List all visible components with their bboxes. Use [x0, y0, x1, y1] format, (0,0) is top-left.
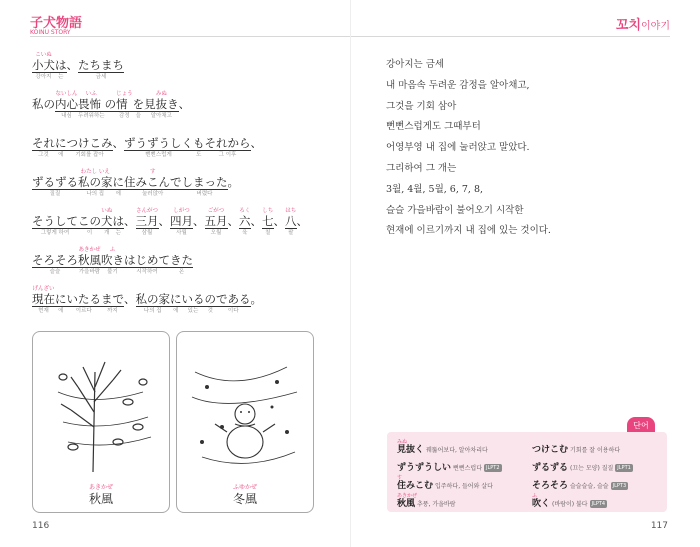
korean-gloss: 이다	[227, 308, 239, 314]
korean-line: 3월, 4월, 5월, 6, 7, 8,	[386, 183, 484, 195]
jp-segment	[170, 286, 182, 315]
jp-word: つけこみ	[66, 136, 113, 150]
jp-segment	[124, 286, 136, 306]
jp-word: 、	[158, 214, 170, 228]
jp-segment	[55, 52, 67, 81]
jp-word: そろそろ	[32, 253, 78, 267]
vocab-meaning: 슬슬슬슬, 슬슬	[570, 483, 609, 490]
korean-gloss: 버렸다	[196, 191, 213, 197]
jp-segment	[78, 169, 113, 198]
korean-gloss: 도	[196, 152, 202, 158]
jp-word: 、	[296, 214, 308, 228]
jp-word: 三月	[135, 214, 159, 228]
korean-gloss: 까지	[107, 308, 118, 314]
jp-word: の	[104, 97, 117, 111]
jp-segment	[105, 91, 117, 112]
korean-gloss: 두려워하는	[78, 113, 105, 119]
vocab-meaning: 뻔뻔스럽다	[453, 465, 482, 472]
korean-gloss: 알아채고	[150, 113, 172, 119]
furigana: いふ	[85, 91, 97, 97]
korean-gloss: 질질	[49, 191, 61, 197]
korean-gloss: 온	[178, 269, 185, 275]
vocab-entry	[532, 478, 628, 491]
furigana: ろく	[239, 208, 251, 214]
korean-gloss: 오월	[210, 230, 222, 236]
jp-segment	[124, 130, 193, 159]
korean-gloss: 삼월	[141, 230, 153, 236]
jp-word: 。	[227, 175, 239, 189]
jp-segment	[113, 208, 125, 237]
jp-line	[32, 208, 342, 234]
korean-gloss: 이르다	[75, 308, 92, 314]
vocab-word-text: 見抜く	[397, 445, 425, 455]
vocab-word-text: つけこむ	[532, 445, 569, 455]
japanese-text-block	[32, 52, 342, 325]
furigana: しがつ	[173, 208, 190, 214]
vocab-meaning: 꿰뚫어보다, 알아차리다	[426, 447, 488, 454]
jp-segment	[113, 130, 125, 150]
jp-word: しまった	[181, 175, 228, 189]
jp-word: 小犬	[32, 58, 55, 72]
furigana: いぬ	[101, 208, 113, 214]
jp-line	[32, 286, 342, 312]
korean-line: 어영부영 내 집에 눌러앉고 말았다.	[386, 142, 530, 154]
jp-line	[32, 247, 342, 273]
vocab-word	[532, 445, 568, 455]
korean-line: 그리하여 그 개는	[386, 162, 457, 174]
jp-word: である	[216, 292, 251, 306]
korean-gloss: 칠	[265, 230, 271, 236]
jp-segment	[32, 247, 78, 276]
vocab-meaning: (바람이) 불다	[552, 501, 588, 508]
vocab-entry	[397, 493, 456, 509]
korean-gloss: 에	[173, 308, 179, 314]
jp-segment	[136, 286, 171, 315]
jp-word: まで	[101, 292, 124, 306]
jp-segment	[101, 286, 124, 315]
vocab-meaning: (끄는 모양) 질질	[570, 465, 614, 472]
jp-segment	[133, 91, 145, 120]
vocab-entry	[532, 460, 633, 473]
jp-word: 、	[250, 136, 262, 150]
vocab-entry	[397, 475, 493, 491]
jp-segment	[251, 208, 263, 228]
korean-gloss: 시작하여	[136, 269, 158, 275]
jp-segment	[239, 208, 251, 237]
jp-segment	[182, 169, 228, 198]
jp-segment	[32, 130, 55, 159]
jp-word: 、	[178, 97, 191, 111]
korean-gloss: 금세	[95, 74, 107, 80]
furigana: みぬ	[155, 91, 167, 97]
jp-word: 、	[250, 214, 262, 228]
jp-word: は	[112, 214, 124, 228]
jp-segment	[78, 247, 101, 276]
jp-line	[32, 130, 342, 156]
jp-line	[32, 169, 342, 195]
jp-segment	[144, 91, 179, 120]
korean-gloss: 내심	[61, 113, 72, 119]
jp-segment	[228, 169, 240, 189]
vocab-word-text: 秋風	[397, 499, 416, 509]
furigana: さんがつ	[135, 208, 158, 214]
jp-segment	[32, 91, 55, 111]
vocab-word-text: 吹く	[532, 499, 551, 509]
jp-word: 八	[285, 214, 297, 228]
chapter-title-small: 이야기	[641, 21, 670, 32]
vocab-word-text: ずうずうしい	[397, 463, 452, 473]
jp-segment	[285, 208, 297, 237]
jp-segment	[193, 130, 205, 159]
korean-gloss: 있는	[187, 308, 199, 314]
korean-gloss: 눌러앉아	[142, 191, 164, 197]
jp-segment	[182, 286, 205, 315]
korean-gloss: 감정	[119, 113, 130, 119]
furigana: ないしん	[55, 91, 78, 97]
korean-gloss: 이	[86, 230, 93, 236]
korean-gloss: 팔	[288, 230, 294, 236]
jp-word: 現在	[32, 292, 55, 306]
jp-word: はじめて	[124, 253, 170, 267]
card-label: 秋風	[88, 492, 113, 506]
vocab-word	[532, 463, 568, 473]
jp-segment	[228, 208, 240, 228]
jp-segment	[274, 208, 286, 228]
jp-segment	[205, 208, 228, 237]
illustration-card-autumn-wind	[32, 331, 170, 513]
korean-translation-block	[386, 55, 656, 242]
furigana: じょう	[116, 91, 133, 97]
korean-gloss: 는	[58, 74, 64, 80]
jp-word: に	[55, 136, 67, 150]
korean-gloss: 육	[242, 230, 248, 236]
vocab-word-text: ずるずる	[532, 463, 569, 473]
jp-word: ずうずうしく	[124, 136, 193, 150]
jp-word: 情	[116, 98, 133, 112]
furigana: あきかぜ	[78, 247, 101, 253]
korean-gloss: 사월	[176, 230, 187, 236]
card-furigana: あきかぜ	[88, 484, 113, 491]
book-logo	[30, 12, 82, 36]
furigana: こいぬ	[35, 52, 52, 58]
chapter-title-main: 꼬치	[615, 18, 642, 33]
jp-word: に	[112, 175, 124, 189]
jp-segment	[170, 247, 193, 276]
jp-segment	[297, 208, 309, 228]
furigana: わたし いえ	[80, 169, 110, 175]
jp-word: それ	[32, 136, 55, 150]
jp-word: は	[55, 58, 67, 72]
jp-segment	[55, 91, 78, 120]
jp-segment	[101, 208, 113, 237]
jp-segment	[136, 208, 159, 237]
jp-word: きた	[170, 253, 193, 267]
jp-segment	[55, 130, 67, 159]
jp-word: 吹き	[101, 253, 124, 267]
korean-gloss: 그것	[38, 152, 49, 158]
korean-gloss: 강아지	[35, 74, 52, 80]
korean-gloss: 뻔뻔스럽게	[145, 152, 172, 158]
jp-segment	[159, 208, 171, 228]
korean-gloss: 가을바람	[78, 269, 101, 275]
jp-segment	[262, 208, 274, 237]
vocab-entry	[397, 439, 488, 455]
jp-segment	[205, 286, 217, 315]
book-gutter	[350, 0, 351, 547]
jp-segment	[124, 247, 170, 276]
jp-segment	[67, 52, 79, 72]
jp-word: に	[55, 292, 67, 306]
vocab-furigana: あきかぜ	[397, 493, 418, 499]
jp-segment	[124, 169, 182, 198]
korean-gloss: 에	[58, 308, 64, 314]
card-furigana: ふゆかぜ	[232, 484, 257, 491]
korean-line: 내 마음속 두려운 감정을 알아채고,	[386, 79, 530, 91]
korean-gloss: 에	[58, 152, 64, 158]
jp-word: 六	[239, 214, 251, 228]
korean-line: 강아지는 금세	[386, 59, 445, 70]
jp-word: いる	[181, 292, 205, 306]
vocab-word	[397, 493, 418, 509]
jp-word: 私の家	[135, 292, 170, 306]
jp-word: それから	[204, 136, 251, 150]
korean-gloss: 것	[207, 308, 213, 314]
jp-segment	[113, 169, 125, 198]
jp-word: 畏怖	[78, 98, 105, 112]
jp-word: 、	[273, 214, 285, 228]
jp-line	[32, 91, 342, 117]
korean-line: 슬슬 가을바람이 불어오기 시작한	[386, 204, 524, 216]
vocab-word	[397, 439, 425, 455]
jp-word: 、	[124, 214, 136, 228]
jp-segment	[251, 130, 263, 150]
jp-word: 見抜き	[144, 97, 179, 111]
vocab-word	[397, 475, 434, 491]
jp-word: 。	[250, 292, 262, 306]
furigana: ふ	[109, 247, 116, 253]
jp-segment	[216, 286, 251, 315]
jp-segment	[67, 130, 113, 159]
jp-word: 私の	[32, 97, 55, 111]
furigana: げんざい	[32, 286, 55, 292]
jp-word: 、	[124, 292, 136, 306]
vocab-word	[397, 463, 451, 473]
vocab-entry	[532, 442, 620, 455]
vocab-entry	[397, 460, 502, 473]
jp-word: 五月	[204, 214, 228, 228]
jp-segment	[78, 52, 124, 81]
korean-gloss: 개	[104, 230, 110, 236]
jp-segment	[193, 208, 205, 228]
jp-word: たちまち	[78, 58, 124, 72]
jlpt-badge: JLPT1	[617, 464, 631, 471]
vocab-word	[532, 481, 568, 491]
jlpt-badge: JLPT3	[612, 482, 627, 489]
jp-segment	[78, 208, 101, 237]
korean-gloss: 불기	[107, 269, 118, 275]
jp-word: 、	[193, 214, 205, 228]
vocab-furigana: ふ	[532, 493, 538, 499]
vocab-furigana: みぬ	[397, 439, 408, 445]
vocab-word	[532, 493, 551, 509]
vocab-word-text: そろそろ	[532, 481, 569, 491]
vocab-entry	[532, 493, 607, 509]
furigana: す	[149, 169, 156, 175]
vocab-word-text: 住みこむ	[397, 481, 434, 491]
jp-segment	[116, 91, 133, 120]
jlpt-badge: JLPT2	[486, 464, 500, 471]
logo-subtext: KOINU STORY	[30, 29, 71, 36]
card-label: 冬風	[232, 492, 257, 506]
korean-gloss: 현재	[38, 308, 49, 314]
jp-segment	[205, 130, 251, 159]
jp-segment	[170, 208, 193, 237]
vocab-meaning: 추풍, 가을바람	[417, 501, 456, 508]
jlpt-badge: JLPT4	[591, 500, 606, 507]
jp-segment	[179, 91, 191, 111]
jp-word: 犬	[101, 214, 113, 228]
jp-word: 内心	[55, 97, 78, 111]
jp-word: の	[204, 292, 216, 306]
korean-gloss: 을	[135, 113, 141, 119]
jp-word: 、	[112, 136, 124, 150]
jp-line	[32, 52, 342, 78]
jp-word: を	[132, 97, 145, 111]
jp-segment	[32, 286, 55, 315]
jp-segment	[55, 286, 67, 315]
page-number-right: 117	[650, 521, 668, 531]
jp-segment	[32, 169, 78, 198]
korean-gloss: 에	[115, 191, 121, 197]
furigana: しち	[262, 208, 274, 214]
vocabulary-box	[387, 432, 667, 512]
furigana: ごがつ	[207, 208, 225, 214]
jp-segment	[32, 52, 55, 81]
korean-gloss: 기회를 잡아	[75, 152, 104, 158]
logo-text: 子犬物語	[30, 16, 83, 31]
jp-word: そうして	[32, 214, 78, 228]
korean-gloss: 그렇게 하여	[40, 230, 70, 236]
jp-word: この	[78, 214, 101, 228]
korean-line: 그것을 기회 삼아	[386, 100, 457, 112]
jp-segment	[101, 247, 124, 276]
jp-word: 七	[262, 214, 274, 228]
jp-word: いたる	[66, 292, 101, 306]
vocab-meaning: 입주하다, 들어와 살다	[435, 483, 493, 490]
illustration-card-winter-wind	[176, 331, 314, 513]
jp-word: も	[193, 136, 205, 150]
korean-gloss: 는	[115, 230, 121, 236]
jp-segment	[67, 286, 102, 315]
chapter-title	[616, 14, 670, 33]
jp-word: に	[170, 292, 182, 306]
korean-gloss: 나의 집	[143, 308, 162, 314]
jp-word: ずるずる	[32, 175, 78, 189]
vocab-furigana: す	[397, 475, 403, 481]
korean-gloss: 슬슬	[49, 269, 61, 275]
jp-word: 、	[66, 58, 78, 72]
korean-line: 현재에 이르기까지 내 집에 있는 것이다.	[386, 225, 551, 237]
jp-segment	[251, 286, 263, 306]
jp-word: 私の家	[78, 175, 113, 189]
vocab-meaning: 기회를 잘 이용하다	[570, 447, 621, 454]
jp-segment	[124, 208, 136, 228]
jp-segment	[32, 208, 78, 237]
furigana: はち	[285, 208, 297, 214]
korean-line: 뻔뻔스럽게도 그때부터	[386, 121, 481, 133]
jp-word: 秋風	[78, 253, 101, 267]
korean-gloss: 그 이후	[218, 152, 237, 158]
page-number-left: 116	[32, 521, 50, 531]
jp-word: 四月	[170, 214, 193, 228]
jp-word: 住みこんで	[124, 175, 182, 189]
vocab-tag: 단어	[627, 417, 655, 434]
jp-word: 、	[227, 214, 239, 228]
korean-gloss: 나의 집	[86, 191, 105, 197]
jp-segment	[78, 91, 105, 120]
